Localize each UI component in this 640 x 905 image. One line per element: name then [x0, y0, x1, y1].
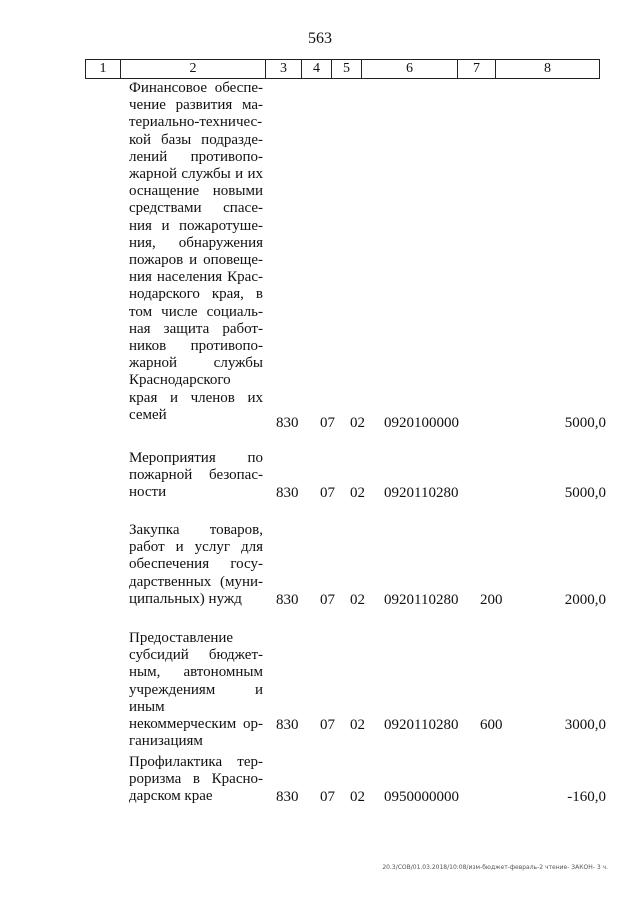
- header-col-1: 1: [86, 60, 121, 79]
- row-name: Предоставление субсидий бюджет- ным, автономным учреждениям и иным некоммерческим ор- ганизациям: [129, 630, 263, 750]
- cell-amount: 2000,0: [564, 592, 606, 608]
- cell-section: 07: [320, 717, 335, 733]
- cell-subsection: 02: [350, 789, 365, 805]
- cell-expense-type: 200: [480, 592, 503, 608]
- row-name: Финансовое обеспе- чение развития ма- териально-техничес- кой базы подразде- лений противопо- жарной службы и их оснащение новыми средствами спасе- ния и пожаротуше- ния, обнаружения пожаров и оповеще- ния населения Крас- нодарского края, в том числе социаль- ная защита работ- ников противопо- жарной службы Краснодарского края и членов их семей: [129, 80, 263, 423]
- cell-target-article: 0950000000: [384, 789, 459, 805]
- cell-amount: 3000,0: [564, 717, 606, 733]
- header-col-3: 3: [266, 60, 302, 79]
- header-col-5: 5: [332, 60, 362, 79]
- cell-expense-type: 600: [480, 717, 503, 733]
- cell-ved: 830: [276, 789, 299, 805]
- cell-subsection: 02: [350, 485, 365, 501]
- header-col-4: 4: [302, 60, 332, 79]
- row-name: Профилактика тер- роризма в Красно- дарском крае: [129, 754, 263, 805]
- page-number: 563: [308, 30, 332, 47]
- cell-subsection: 02: [350, 415, 365, 431]
- header-col-2: 2: [121, 60, 266, 79]
- header-col-7: 7: [458, 60, 496, 79]
- cell-section: 07: [320, 789, 335, 805]
- cell-ved: 830: [276, 717, 299, 733]
- cell-amount: -160,0: [567, 789, 606, 805]
- cell-target-article: 0920110280: [384, 592, 459, 608]
- row-name: Закупка товаров, работ и услуг для обеспечения госу- дарственных (муни- ципальных) нужд: [129, 522, 263, 607]
- cell-section: 07: [320, 485, 335, 501]
- cell-target-article: 0920100000: [384, 415, 459, 431]
- cell-ved: 830: [276, 415, 299, 431]
- footer-note: 20.3/СОВ/01.03.2018/10:08/изм-бюджет-февраль-2 чтение- ЗАКОН- 3 ч.: [382, 864, 608, 871]
- cell-target-article: 0920110280: [384, 485, 459, 501]
- header-col-8: 8: [496, 60, 600, 79]
- cell-ved: 830: [276, 592, 299, 608]
- cell-target-article: 0920110280: [384, 717, 459, 733]
- cell-section: 07: [320, 415, 335, 431]
- cell-amount: 5000,0: [564, 485, 606, 501]
- cell-section: 07: [320, 592, 335, 608]
- cell-amount: 5000,0: [564, 415, 606, 431]
- column-number-header: [85, 59, 600, 79]
- cell-subsection: 02: [350, 592, 365, 608]
- header-col-6: 6: [362, 60, 458, 79]
- row-name: Мероприятия по пожарной безопас- ности: [129, 450, 263, 501]
- cell-ved: 830: [276, 485, 299, 501]
- cell-subsection: 02: [350, 717, 365, 733]
